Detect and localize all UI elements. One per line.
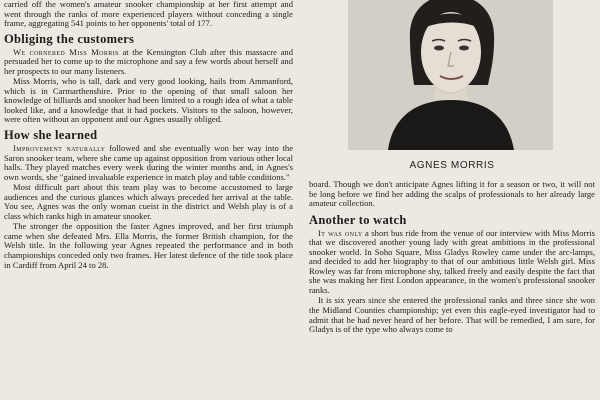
heading-another-to-watch: Another to watch [309, 212, 407, 227]
heading-how-she-learned: How she learned [4, 128, 98, 143]
photo-caption: AGNES MORRIS [409, 160, 495, 171]
right-paragraph-1: board. Though we don't anticipate Agnes lifting it for a season or two, it will not be long before we find her adding the scalps of professionals to her already large amateur collection. [309, 179, 595, 209]
right-paragraph-2 [309, 229, 595, 296]
right-paragraph-3: It is six years since she entered the professional ranks and three since she won the Midland Counties championship; yet even this eagle-eyed investigator had to admit that he had never heard of her before. That will be remedied, I am sure, for Gladys is of the type who always come to [309, 295, 595, 335]
paragraph-2: Miss Morris, who is tall, dark and very good looking, hails from Ammanford, which is in Carmarthenshire. Prior to the opening of that small saloon her knowledge of billiards and snooker had been limited to a rough idea of what a table looked like, and a knowledge that it had pockets. Visitors to the saloon, however, were often without an opponent and our Agnes usually obliged. [4, 76, 293, 125]
paragraph-3 [4, 144, 293, 182]
right-column [309, 180, 595, 336]
lead-in: We cornered Miss Morris [13, 46, 119, 57]
paragraph-4: Most difficult part about this team play was to become accustomed to large audiences and the curious glances which always preceded her arrival at the table. You see, Agnes was the only woman cueist in the district and Welsh play is of a class which ranks high in amateur snooker. [4, 182, 293, 221]
lead-in: It was only [318, 227, 363, 238]
portrait-illustration [348, 0, 553, 150]
paragraph-1-text: at the Kensington Club after this massacre and persuaded her to come up to the microphone and say a few words about herself and her prospects to our many listeners. [4, 46, 293, 76]
paragraph-1 [4, 48, 293, 77]
portrait-photo [348, 0, 553, 150]
paragraph-5: The stronger the opposition the faster Agnes improved, and her first triumph came when she defeated Mrs. Ella Morris, the former British champion, for the Welsh title. In the following year Agnes repeated the performance and in both championships conceded only two frames. Her latest defence of the title took place in Cardiff from April 24 to 28. [4, 221, 293, 270]
paragraph-3-text: followed and she eventually won her way into the Saron snooker team, where she came up against opposition from various other local halls. They played matches every week during the winter months and, in Agnes's own words, she "gained invaluable experience in match play and table conditions." [4, 143, 294, 182]
heading-obliging: Obliging the customers [4, 31, 135, 46]
left-column [4, 0, 293, 271]
intro-paragraph: carried off the women's amateur snooker championship at her first attempt and went through the ranks of more experienced players without conceding a single frame, aggregating 541 points to her opponents' total of 177. [4, 0, 293, 29]
right-paragraph-2-text: a short bus ride from the venue of our interview with Miss Morris that we discovered another young lady with great ambitions in the professional snooker world. In Soho Square, Miss Gladys Rowley came under the arc-lamps, and decided to add her biography to that of our ambitious little Welsh girl. Miss Rowley was far from microphone shy, talked freely and easily despite the fact that she was making her first London appearance, in the women's professional snooker ranks. [309, 227, 595, 295]
lead-in: Improvement naturally [13, 143, 106, 154]
